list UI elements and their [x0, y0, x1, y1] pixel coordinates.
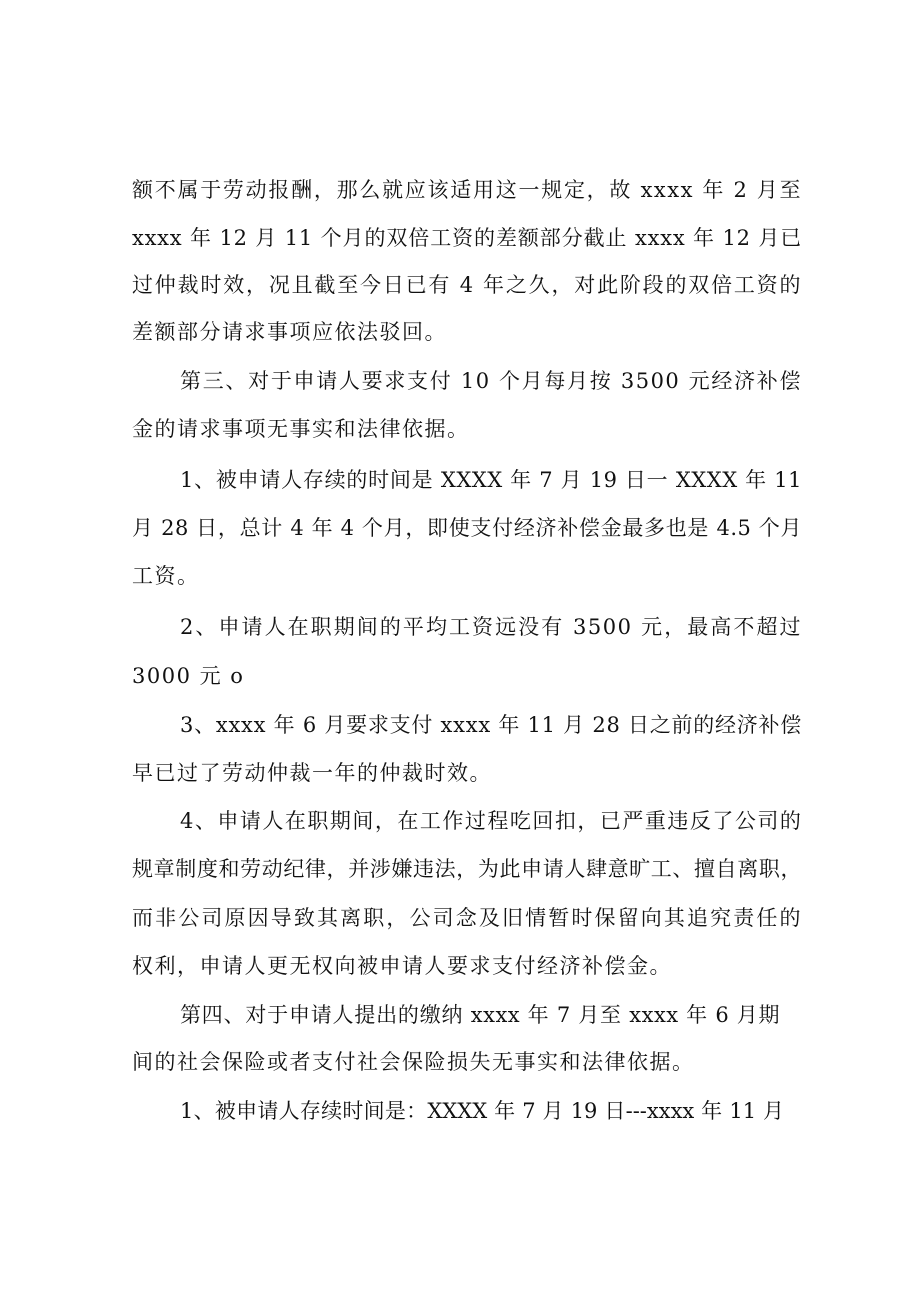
text-line: 规章制度和劳动纪律，并涉嫌违法，为此申请人肆意旷工、擅自离职， — [132, 857, 802, 881]
list-item: 1、被申请人存续时间是：XXXX 年 7 月 19 日---xxxx 年 11 月 — [180, 1099, 784, 1123]
text-line: 额不属于劳动报酬，那么就应该适用这一规定，故 xxxx 年 2 月至 — [132, 178, 802, 202]
list-item: 4、申请人在职期间，在工作过程吃回扣，已严重违反了公司的 — [180, 809, 803, 833]
text-line: 金的请求事项无事实和法律依据。 — [132, 417, 470, 441]
section-heading: 第四、对于申请人提出的缴纳 xxxx 年 7 月至 xxxx 年 6 月期 — [180, 1003, 780, 1027]
text-line: 权利，申请人更无权向被申请人要求支付经济补偿金。 — [132, 954, 672, 978]
text-line: 而非公司原因导致其离职，公司念及旧情暂时保留向其追究责任的 — [132, 906, 802, 930]
text-line: 3000 元 o — [132, 664, 245, 688]
section-heading: 第三、对于申请人要求支付 10 个月每月按 3500 元经济补偿 — [180, 369, 802, 393]
list-item: 3、xxxx 年 6 月要求支付 xxxx 年 11 月 28 日之前的经济补偿 — [180, 713, 802, 737]
text-line: 间的社会保险或者支付社会保险损失无事实和法律依据。 — [132, 1050, 695, 1074]
text-line: 工资。 — [132, 564, 200, 588]
text-line: 早已过了劳动仲裁一年的仲裁时效。 — [132, 761, 492, 785]
text-line: 过仲裁时效，况且截至今日已有 4 年之久，对此阶段的双倍工资的 — [132, 273, 802, 297]
text-line: 差额部分请求事项应依法驳回。 — [132, 320, 447, 344]
text-line: 月 28 日，总计 4 年 4 个月，即使支付经济补偿金最多也是 4.5 个月 — [132, 516, 802, 540]
text-line: xxxx 年 12 月 11 个月的双倍工资的差额部分截止 xxxx 年 12 月已 — [132, 226, 802, 250]
list-item: 2、申请人在职期间的平均工资远没有 3500 元，最高不超过 — [180, 615, 802, 639]
list-item: 1、被申请人存续的时间是 XXXX 年 7 月 19 日一 XXXX 年 11 — [180, 468, 802, 492]
